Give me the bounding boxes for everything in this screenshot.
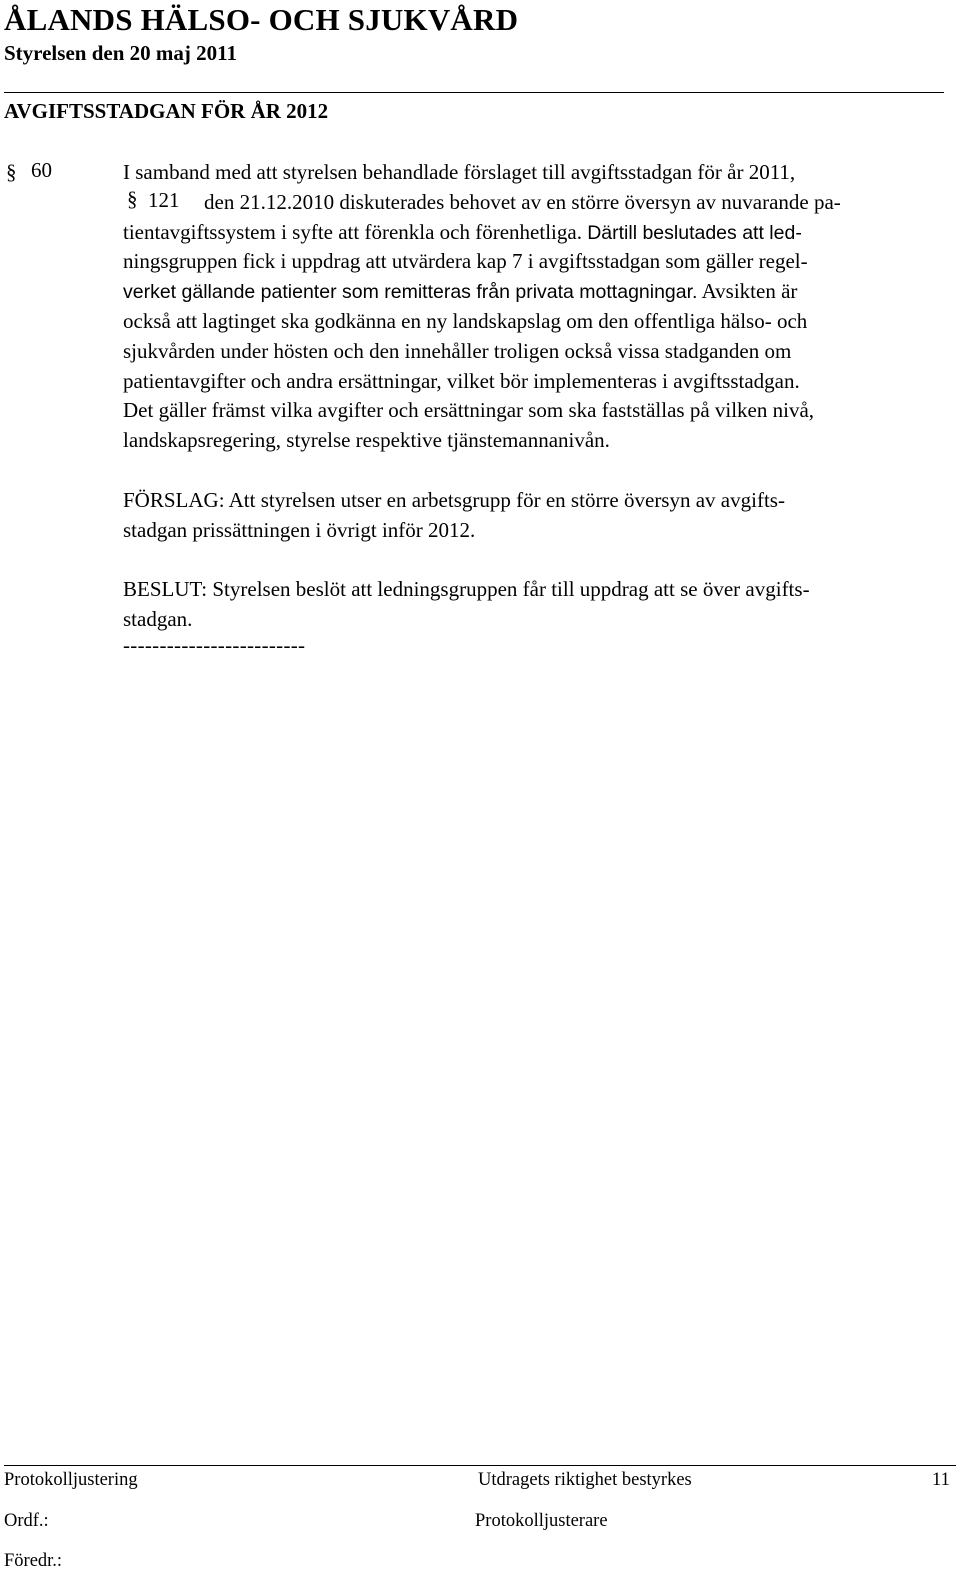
dash-separator: ------------------------- xyxy=(123,633,306,657)
document-heading: AVGIFTSSTADGAN FÖR ÅR 2012 xyxy=(4,99,329,123)
body-line: I samband med att styrelsen behandlade förslaget till avgiftsstadgan för år 2011, xyxy=(123,160,796,184)
footer-chair-label: Ordf.: xyxy=(4,1511,49,1531)
body-line: också att lagtinget ska godkänna en ny landskapslag om den offentliga hälso- och xyxy=(123,308,808,333)
proposal-block xyxy=(123,486,958,546)
body-line: sjukvården under hösten och den innehåller troligen också vissa stadganden om xyxy=(123,338,792,363)
proposal-line: FÖRSLAG: Att styrelsen utser en arbetsgrupp för en större översyn av avgifts- xyxy=(123,488,785,512)
body-line: patientavgifter och andra ersättningar, vilket bör implementeras i avgiftsstadgan. xyxy=(123,368,800,393)
body-line: ningsgruppen fick i uppdrag att utvärdera kap 7 i avgiftsstadgan som gäller regel- xyxy=(123,249,808,274)
decision-line: BESLUT: Styrelsen beslöt att ledningsgruppen får till uppdrag att se över avgifts- xyxy=(123,577,810,601)
meeting-date: Styrelsen den 20 maj 2011 xyxy=(4,41,237,65)
org-title: ÅLANDS HÄLSO- OCH SJUKVÅRD xyxy=(4,2,519,37)
decision-line: stadgan. xyxy=(123,606,193,631)
footer-presenter-label: Föredr.: xyxy=(4,1551,63,1571)
item-body xyxy=(123,158,958,456)
body-line: landskapsregering, styrelse respektive tjänstemannanivån. xyxy=(123,428,610,453)
body-line: Det gäller främst vilka avgifter och ersättningar som ska fastställas på vilken nivå, xyxy=(123,398,815,423)
footer-protocol-check: Protokolljustering xyxy=(4,1470,138,1490)
footer-protocol-checker: Protokolljusterare xyxy=(475,1511,608,1531)
section-symbol-icon: § xyxy=(6,160,17,184)
body-segment: Avsikten är xyxy=(701,279,798,304)
decision-block xyxy=(123,575,958,635)
footer-certified: Utdragets riktighet bestyrkes xyxy=(478,1470,692,1490)
section-number-secondary: 121 xyxy=(148,188,180,212)
body-line: den 21.12.2010 diskuterades behovet av en större översyn av nuvarande pa- xyxy=(204,189,841,214)
proposal-line: stadgan prissättningen i övrigt inför 2012. xyxy=(123,517,476,542)
header-divider xyxy=(4,92,944,93)
body-line xyxy=(123,277,958,307)
page-number: 11 xyxy=(932,1470,950,1490)
body-segment: Därtill beslutades att led- xyxy=(587,221,802,244)
section-symbol-icon: § xyxy=(127,187,138,211)
body-segment: verket gällande patienter som remitteras från privata mottagningar. xyxy=(123,281,698,304)
footer-divider xyxy=(4,1465,956,1466)
body-segment: tientavgiftssystem i syfte att förenkla och förenhetliga. xyxy=(123,219,582,244)
section-number-primary: 60 xyxy=(31,158,52,182)
body-line xyxy=(123,218,958,248)
